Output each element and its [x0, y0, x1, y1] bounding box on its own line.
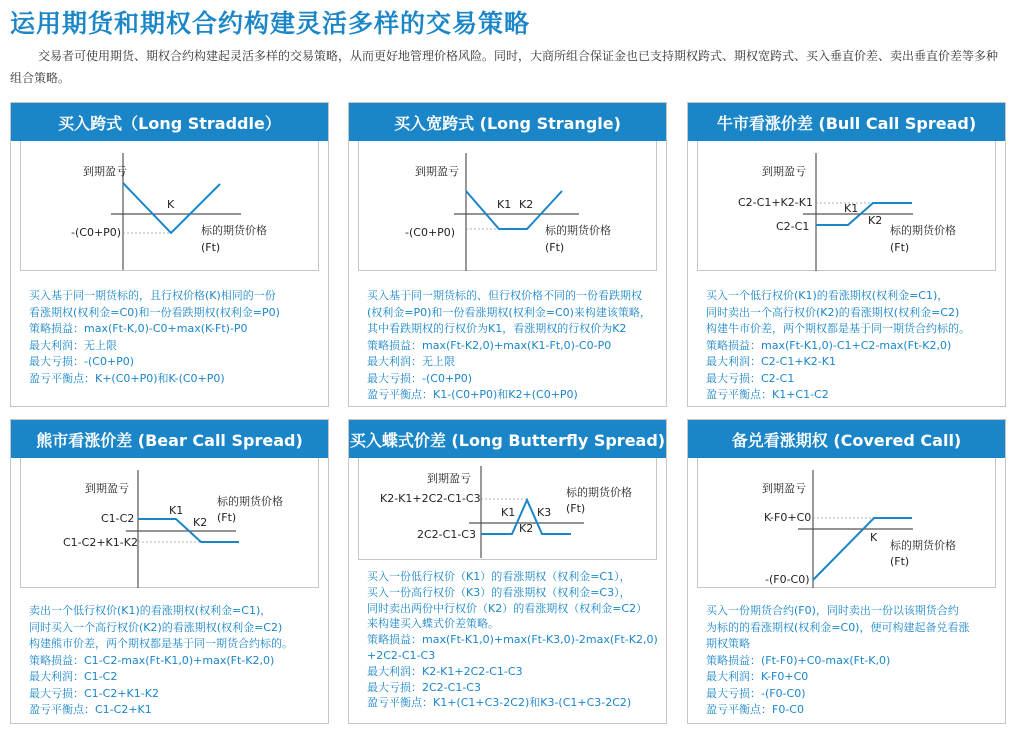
label-min: -(F0-C0): [765, 573, 810, 586]
desc-line: 策略损益：C1-C2-max(Ft-K1,0)+max(Ft-K2,0): [29, 653, 275, 667]
desc-line: 同时卖出一个高行权价(K2)的看涨期权(权利金=C2): [706, 305, 960, 319]
desc-line: 卖出一个低行权价(K1)的看涨期权(权利金=C1)，: [29, 604, 272, 617]
desc-line: 最大亏损：-(C0+P0): [367, 371, 473, 385]
desc-line: 盈亏平衡点：K+(C0+P0)和K-(C0+P0): [29, 371, 225, 385]
strategy-description: [706, 288, 996, 404]
desc-line: 买入一个低行权价(K1)的看涨期权(权利金=C1)，: [706, 289, 949, 302]
label-k1: K1: [844, 202, 859, 215]
desc-line: 买入一份低行权价（K1）的看涨期权（权利金=C1），: [367, 570, 631, 583]
x-axis-label-unit: (Ft): [217, 511, 237, 524]
desc-line: 盈亏平衡点：F0-C0: [706, 703, 804, 716]
desc-line: 策略损益：max(Ft-K1,0)-C1+C2-max(Ft-K2,0): [706, 338, 952, 352]
desc-line: 盈亏平衡点：K1+C1-C2: [706, 388, 829, 401]
intro-text: 交易者可使用期货、期权合约构建起灵活多样的交易策略，从而更好地管理价格风险。同时，大商所组合保证金也已支持期权跨式、期权宽跨式、买入垂直价差、卖出垂直价差等多种组合策略。: [10, 49, 999, 85]
label-min: -(C0+P0): [71, 226, 122, 239]
payoff-diagram: [11, 458, 330, 598]
y-axis-label: 到期盈亏: [762, 165, 806, 178]
label-k2: K2: [519, 198, 534, 211]
y-axis-label: 到期盈亏: [85, 482, 129, 495]
desc-line: 买入基于同一期货标的、但行权价格不同的一份看跌期权: [367, 289, 642, 302]
desc-line: 期权策略: [706, 637, 750, 650]
page-title: 运用期货和期权合约构建灵活多样的交易策略: [10, 9, 531, 38]
label-k: K: [870, 531, 878, 544]
x-axis-label-unit: (Ft): [890, 241, 910, 254]
desc-line: 来构建买入蝶式价差策略。: [367, 617, 499, 631]
strategy-description: [29, 603, 319, 719]
strategy-card-long-straddle: [10, 102, 329, 407]
payoff-diagram: [349, 141, 668, 281]
payoff-diagram: [688, 458, 1007, 598]
x-axis-label: 标的期货价格: [545, 224, 611, 237]
desc-line: 最大利润：C1-C2: [29, 670, 118, 683]
desc-line: 最大亏损：C1-C2+K1-K2: [29, 686, 159, 700]
y-axis-label: 到期盈亏: [427, 472, 471, 485]
x-axis-label-unit: (Ft): [545, 241, 565, 254]
desc-line: 看涨期权(权利金=C0)和一份看跌期权(权利金=P0): [29, 305, 280, 319]
desc-line: 买入一份期货合约(F0)，同时卖出一份以该期货合约: [706, 604, 959, 617]
label-k1: K1: [501, 506, 516, 519]
card-title: 备兑看涨期权 (Covered Call): [688, 420, 1005, 458]
x-axis-label-unit: (Ft): [201, 241, 221, 254]
label-max: K2-K1+2C2-C1-C3: [380, 492, 481, 505]
card-title: 买入蝶式价差 (Long Butterfly Spread): [349, 420, 666, 458]
desc-line: 同时买入一个高行权价(K2)的看涨期权(权利金=C2): [29, 620, 283, 634]
desc-line: 策略损益：max(Ft-K,0)-C0+max(K-Ft)-P0: [29, 322, 248, 335]
desc-line: 策略损益：(Ft-F0)+C0-max(Ft-K,0): [706, 653, 891, 667]
y-axis-label: 到期盈亏: [762, 482, 806, 495]
label-min: C1-C2+K1-K2: [63, 536, 138, 549]
x-axis-label: 标的期货价格: [566, 486, 632, 499]
card-title: 熊市看涨价差 (Bear Call Spread): [11, 420, 328, 458]
desc-line: 策略损益：max(Ft-K1,0)+max(Ft-K3,0)-2max(Ft-K2,0): [367, 633, 658, 647]
desc-line: 最大利润：无上限: [367, 355, 455, 368]
label-max: C2-C1+K2-K1: [738, 196, 813, 209]
label-max: K-F0+C0: [764, 511, 812, 524]
intro-paragraph: [10, 45, 1006, 89]
desc-line: 同时卖出两份中行权价（K2）的看涨期权（权利金=C2）: [367, 601, 648, 615]
card-frame: [20, 141, 319, 271]
label-k2: K2: [193, 516, 208, 529]
desc-line: 为标的的看涨期权(权利金=C0)，便可构建起备兑看涨: [706, 620, 970, 634]
label-min: C2-C1: [776, 220, 810, 233]
desc-line: 盈亏平衡点：C1-C2+K1: [29, 703, 152, 716]
strategy-card-covered-call: [687, 419, 1006, 724]
label-k3: K3: [537, 506, 552, 519]
strategy-description: [29, 288, 319, 387]
label-min: 2C2-C1-C3: [417, 528, 476, 541]
x-axis-label: 标的期货价格: [201, 224, 267, 237]
card-title: 买入宽跨式 (Long Strangle): [349, 103, 666, 141]
strategy-card-long-butterfly-spread: [348, 419, 667, 724]
label-k2: K2: [519, 522, 534, 535]
card-title: 买入跨式（Long Straddle）: [11, 103, 328, 141]
x-axis-label: 标的期货价格: [217, 495, 283, 508]
strategy-description: [367, 569, 657, 711]
desc-line: 最大亏损：-(C0+P0): [29, 355, 135, 368]
strategy-card-bull-call-spread: [687, 102, 1006, 407]
x-axis-label: 标的期货价格: [890, 539, 956, 552]
desc-line: 最大利润：K-F0+C0: [706, 670, 809, 683]
y-axis-label: 到期盈亏: [83, 165, 127, 178]
desc-line: 策略损益：max(Ft-K2,0)+max(K1-Ft,0)-C0-P0: [367, 338, 612, 352]
x-axis-label: 标的期货价格: [890, 224, 956, 237]
x-axis-label-unit: (Ft): [890, 555, 910, 568]
desc-line: 最大利润：C2-C1+K2-K1: [706, 355, 836, 368]
payoff-diagram: [688, 141, 1007, 281]
desc-line: 盈亏平衡点：K1+(C1+C3-2C2)和K3-(C1+C3-2C2): [367, 696, 632, 710]
desc-line: 最大亏损：-(F0-C0): [706, 686, 806, 700]
strategy-description: [706, 603, 996, 719]
label-max: C1-C2: [101, 512, 135, 525]
desc-line: +2C2-C1-C3: [367, 648, 436, 662]
desc-line: 最大亏损：2C2-C1-C3: [367, 680, 481, 694]
desc-line: 其中看跌期权的行权价为K1，看涨期权的行权价为K2: [367, 322, 627, 335]
desc-line: 买入一份高行权价（K3）的看涨期权（权利金=C3），: [367, 585, 631, 599]
strategy-card-bear-call-spread: [10, 419, 329, 724]
payoff-diagram: [349, 458, 668, 568]
desc-line: 最大亏损：C2-C1: [706, 371, 795, 385]
card-title: 牛市看涨价差 (Bull Call Spread): [688, 103, 1005, 141]
label-k: K: [167, 198, 175, 211]
strategy-card-long-strangle: [348, 102, 667, 407]
label-k1: K1: [169, 504, 184, 517]
label-min: -(C0+P0): [405, 226, 456, 239]
y-axis-label: 到期盈亏: [415, 165, 459, 178]
desc-line: 构建牛市价差，两个期权都是基于同一期货合约标的。: [706, 322, 970, 335]
desc-line: 最大利润：K2-K1+2C2-C1-C3: [367, 664, 523, 678]
strategy-description: [367, 288, 657, 404]
label-k1: K1: [497, 198, 512, 211]
label-k2: K2: [868, 214, 883, 227]
desc-line: 构建熊市价差，两个期权都是基于同一期货合约标的。: [29, 637, 293, 650]
desc-line: 最大利润：无上限: [29, 338, 117, 352]
desc-line: (权利金=P0)和一份看涨期权(权利金=C0)来构建该策略，: [367, 305, 651, 319]
desc-line: 买入基于同一期货标的，且行权价格(K)相同的一份: [29, 289, 276, 302]
desc-line: 盈亏平衡点：K1-(C0+P0)和K2+(C0+P0): [367, 388, 578, 401]
x-axis-label-unit: (Ft): [566, 502, 586, 515]
